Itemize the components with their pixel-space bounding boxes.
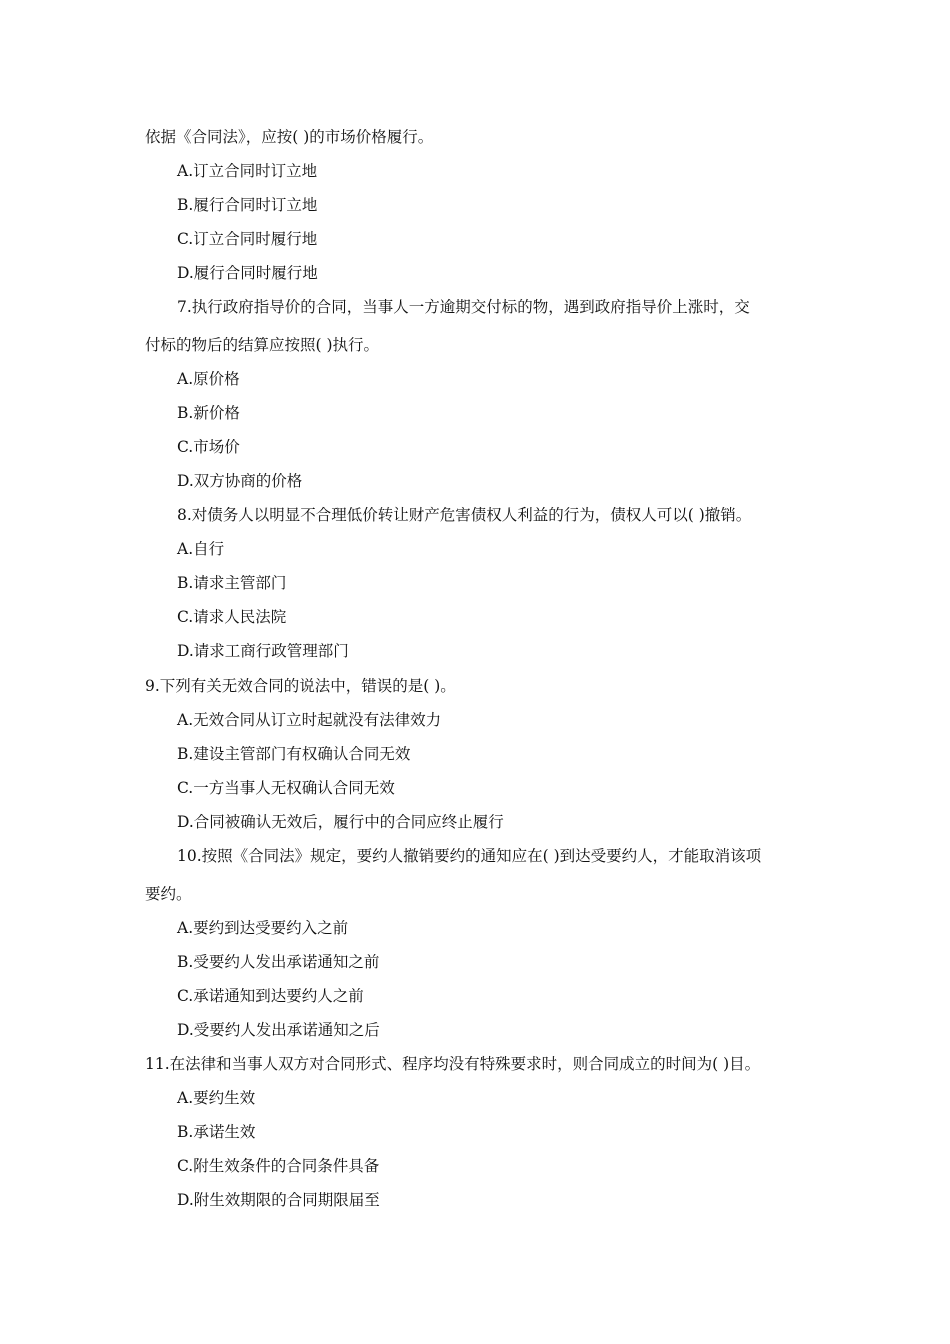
- option-d: D.合同被确认无效后，履行中的合同应终止履行: [177, 813, 504, 831]
- option-a: A.无效合同从订立时起就没有法律效力: [177, 711, 442, 729]
- option-c: C.附生效条件的合同条件具备: [177, 1157, 380, 1175]
- option-c: C.一方当事人无权确认合同无效: [177, 779, 395, 797]
- question-8: 8.对债务人以明显不合理低价转让财产危害债权人利益的行为，债权人可以( )撤销。: [177, 506, 752, 524]
- option-d: D.请求工商行政管理部门: [177, 642, 349, 660]
- question-10: 10.按照《合同法》规定，要约人撤销要约的通知应在( )到达受要约人，才能取消该项: [177, 847, 762, 865]
- option-d: D.受要约人发出承诺通知之后: [177, 1021, 380, 1039]
- option-d: D.双方协商的价格: [177, 472, 303, 490]
- option-b: B.受要约人发出承诺通知之前: [177, 953, 380, 971]
- text-line: 依据《合同法》，应按( )的市场价格履行。: [145, 128, 434, 146]
- question-10-continued: 要约。: [145, 885, 192, 903]
- option-b: B.履行合同时订立地: [177, 196, 318, 214]
- option-a: A.原价格: [177, 370, 240, 388]
- option-c: C.承诺通知到达要约人之前: [177, 987, 364, 1005]
- option-b: B.承诺生效: [177, 1123, 256, 1141]
- question-7: 7.执行政府指导价的合同，当事人一方逾期交付标的物，遇到政府指导价上涨时，交: [177, 298, 750, 316]
- option-a: A.要约到达受要约入之前: [177, 919, 349, 937]
- question-7-continued: 付标的物后的结算应按照( )执行。: [145, 336, 380, 354]
- option-c: C.订立合同时履行地: [177, 230, 318, 248]
- question-11: 11.在法律和当事人双方对合同形式、程序均没有特殊要求时，则合同成立的时间为( )目。: [145, 1055, 761, 1073]
- option-a: A.订立合同时订立地: [177, 162, 318, 180]
- option-b: B.新价格: [177, 404, 240, 422]
- option-a: A.要约生效: [177, 1089, 256, 1107]
- option-c: C.市场价: [177, 438, 240, 456]
- option-b: B.请求主管部门: [177, 574, 287, 592]
- question-9: 9.下列有关无效合同的说法中，错误的是( )。: [145, 677, 456, 695]
- option-c: C.请求人民法院: [177, 608, 287, 626]
- option-d: D.履行合同时履行地: [177, 264, 318, 282]
- option-a: A.自行: [177, 540, 225, 558]
- option-b: B.建设主管部门有权确认合同无效: [177, 745, 411, 763]
- option-d: D.附生效期限的合同期限届至: [177, 1191, 380, 1209]
